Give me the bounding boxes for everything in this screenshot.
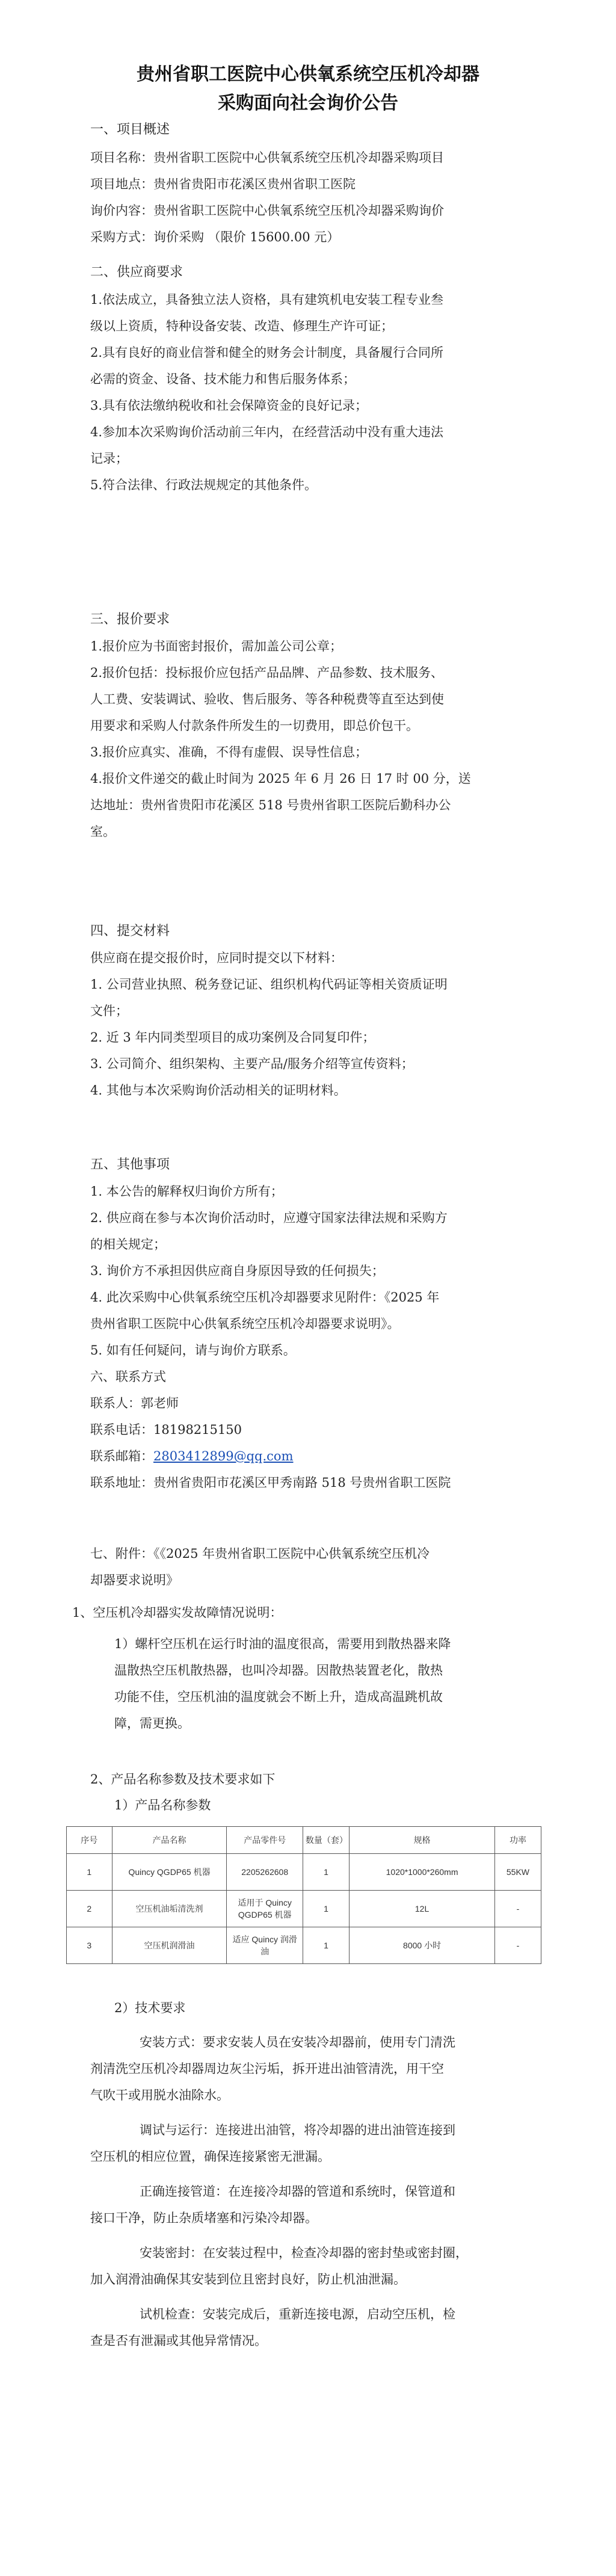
table-cell: 55KW: [494, 1854, 541, 1891]
supplier-line: 3.具有依法缴纳税收和社会保障资金的良好记录；: [90, 398, 368, 413]
document-title-line1: 贵州省职工医院中心供氧系统空压机冷却器: [137, 64, 479, 85]
table-cell: 3: [67, 1927, 112, 1964]
table-cell: 适用于 Quincy QGDP65 机器: [227, 1891, 303, 1927]
quote-line: 2.报价包括：投标报价应包括产品品牌、产品参数、技术服务、: [90, 666, 444, 680]
attachment-heading-line2: 却器要求说明》: [90, 1573, 179, 1587]
contact-phone: 联系电话：18198215150: [90, 1422, 242, 1437]
supplier-line: 2.具有良好的商业信誉和健全的财务会计制度，具备履行合同所: [90, 345, 444, 360]
other-line: 2. 供应商在参与本次询价活动时，应遵守国家法律法规和采购方: [90, 1211, 448, 1225]
supplier-line: 级以上资质，特种设备安装、改造、修理生产许可证；: [90, 319, 393, 333]
section-other-body: [90, 1178, 529, 1364]
section-quote-body: [90, 633, 529, 845]
table-cell: 1: [67, 1854, 112, 1891]
section-attachment-heading: [90, 1540, 529, 1593]
section-contact: [90, 1364, 529, 1496]
section-supplier-body: [90, 286, 529, 498]
overview-line: 询价内容：贵州省职工医院中心供氧系统空压机冷却器采购询价: [90, 203, 444, 218]
other-line: 5. 如有任何疑问，请与询价方联系。: [90, 1343, 296, 1357]
section-contact-heading: 六、联系方式: [90, 1370, 166, 1384]
supplier-line: 必需的资金、设备、技术能力和售后服务体系；: [90, 372, 356, 386]
tech-line: 剂清洗空压机冷却器周边灰尘污垢，拆开进出油管清洗，用干空: [90, 2062, 444, 2076]
other-line: 1. 本公告的解释权归询价方所有；: [90, 1184, 283, 1199]
section-overview-body: [90, 144, 529, 250]
attachment-tech-title: 2）技术要求: [114, 2001, 186, 2015]
supplier-line: 5.符合法律、行政法规规定的其他条件。: [90, 478, 318, 492]
product-spec-table: [66, 1826, 541, 1964]
fault-line: 障，需更换。: [114, 1716, 190, 1731]
tech-line: 安装密封：在安装过程中，检查冷却器的密封垫或密封圈，: [140, 2246, 468, 2260]
table-header-cell: 产品名称: [112, 1827, 227, 1854]
attachment-tech-body: [90, 2029, 535, 2354]
contact-email-label: 联系邮箱：: [90, 1449, 153, 1463]
table-cell: Quincy QGDP65 机器: [112, 1854, 227, 1891]
materials-line: 文件；: [90, 1004, 128, 1018]
other-line: 的相关规定；: [90, 1237, 166, 1252]
table-cell: 适应 Quincy 润滑油: [227, 1927, 303, 1964]
table-cell: 1020*1000*260mm: [350, 1854, 495, 1891]
tech-line: 安装方式：要求安装人员在安装冷却器前，使用专门清洗: [140, 2035, 455, 2049]
materials-line: 3. 公司简介、组织架构、主要产品/服务介绍等宣传资料；: [90, 1057, 414, 1071]
other-line: 贵州省职工医院中心供氧系统空压机冷却器要求说明》。: [90, 1317, 400, 1331]
section-materials-body: [90, 945, 529, 1104]
quote-line: 人工费、安装调试、验收、售后服务、等各种税费等直至达到使: [90, 692, 444, 706]
fault-line: 1）螺杆空压机在运行时油的温度很高，需要用到散热器来降: [114, 1637, 451, 1651]
table-header-cell: 序号: [67, 1827, 112, 1854]
table-header-cell: 规格: [350, 1827, 495, 1854]
table-cell: 空压机油垢清洗剂: [112, 1891, 227, 1927]
materials-line: 供应商在提交报价时，应同时提交以下材料：: [90, 951, 343, 965]
table-row: [67, 1854, 541, 1891]
overview-line: 采购方式：询价采购 （限价 15600.00 元）: [90, 230, 340, 244]
tech-line: 加入润滑油确保其安装到位且密封良好，防止机油泄漏。: [90, 2272, 406, 2287]
quote-line: 用要求和采购人付款条件所发生的一切费用，即总价包干。: [90, 718, 419, 733]
quote-line: 达地址：贵州省贵阳市花溪区 518 号贵州省职工医院后勤科办公: [90, 798, 451, 812]
table-cell: 2: [67, 1891, 112, 1927]
section-overview-heading: 一、项目概述: [90, 122, 170, 137]
table-header-cell: 功率: [494, 1827, 541, 1854]
tech-line: 调试与运行：连接进出油管，将冷却器的进出油管连接到: [140, 2123, 455, 2137]
table-cell: -: [494, 1927, 541, 1964]
quote-line: 3.报价应真实、准确，不得有虚假、误导性信息；: [90, 745, 368, 759]
table-header-cell: 数量（套）: [303, 1827, 349, 1854]
attachment-params-title: 1）产品名称参数: [114, 1798, 211, 1812]
document-title-line2: 采购面向社会询价公告: [218, 93, 398, 114]
supplier-line: 4.参加本次采购询价活动前三年内，在经营活动中没有重大违法: [90, 425, 444, 439]
overview-line: 项目名称：贵州省职工医院中心供氧系统空压机冷却器采购项目: [90, 150, 444, 165]
table-cell: 1: [303, 1891, 349, 1927]
table-row: [67, 1927, 541, 1964]
contact-address: 联系地址：贵州省贵阳市花溪区甲秀南路 518 号贵州省职工医院: [90, 1475, 451, 1490]
contact-person: 联系人：郭老师: [90, 1396, 179, 1410]
fault-line: 温散热空压机散热器，也叫冷却器。因散热装置老化，散热: [114, 1663, 443, 1678]
table-header-row: [67, 1827, 541, 1854]
table-cell: -: [494, 1891, 541, 1927]
table-cell: 8000 小时: [350, 1927, 495, 1964]
materials-line: 4. 其他与本次采购询价活动相关的证明材料。: [90, 1083, 346, 1098]
attachment-fault-body: [114, 1631, 547, 1737]
section-materials-heading: 四、提交材料: [90, 924, 170, 939]
contact-email-row: [90, 1443, 529, 1469]
tech-line: 试机检查：安装完成后，重新连接电源，启动空压机，检: [140, 2307, 455, 2321]
supplier-line: 1.依法成立，具备独立法人资格，具有建筑机电安装工程专业叁: [90, 292, 444, 307]
section-other-heading: 五、其他事项: [90, 1157, 170, 1172]
contact-email-link[interactable]: 280341289​9@qq.com: [153, 1449, 294, 1463]
table-cell: 1: [303, 1927, 349, 1964]
table-cell: 空压机润滑油: [112, 1927, 227, 1964]
other-line: 4. 此次采购中心供氧系统空压机冷却器要求见附件：《2025 年: [90, 1290, 440, 1305]
tech-line: 正确连接管道：在连接冷却器的管道和系统时，保管道和: [140, 2184, 455, 2199]
quote-line: 室。: [90, 824, 116, 839]
section-supplier-heading: 二、供应商要求: [90, 265, 183, 280]
table-row: [67, 1891, 541, 1927]
attachment-heading-line1: 七、附件：《《2025 年贵州省职工医院中心供氧系统空压机冷: [90, 1546, 430, 1561]
attachment-fault-title: 1、空压机冷却器实发故障情况说明：: [72, 1605, 283, 1620]
tech-line: 空压机的相应位置，确保连接紧密无泄漏。: [90, 2149, 330, 2164]
tech-line: 接口干净，防止杂质堵塞和污染冷却器。: [90, 2211, 318, 2225]
supplier-line: 记录；: [90, 451, 128, 466]
other-line: 3. 询价方不承担因供应商自身原因导致的任何损失；: [90, 1264, 384, 1278]
quote-line: 4.报价文件递交的截止时间为 2025 年 6 月 26 日 17 时 00 分，送: [90, 771, 471, 786]
materials-line: 1. 公司营业执照、税务登记证、组织机构代码证等相关资质证明: [90, 977, 448, 992]
attachment-params-heading: 2、产品名称参数及技术要求如下: [90, 1772, 276, 1787]
section-quote-heading: 三、报价要求: [90, 612, 170, 627]
table-cell: 12L: [350, 1891, 495, 1927]
fault-line: 功能不佳，空压机油的温度就会不断上升，造成高温跳机故: [114, 1690, 443, 1704]
table-header-cell: 产品零件号: [227, 1827, 303, 1854]
tech-line: 查是否有泄漏或其他异常情况。: [90, 2334, 267, 2348]
materials-line: 2. 近 3 年内同类型项目的成功案例及合同复印件；: [90, 1030, 375, 1045]
quote-line: 1.报价应为书面密封报价，需加盖公司公章；: [90, 639, 343, 653]
table-cell: 1: [303, 1854, 349, 1891]
tech-line: 气吹干或用脱水油除水。: [90, 2088, 229, 2102]
table-cell: 2205262608: [227, 1854, 303, 1891]
overview-line: 项目地点：贵州省贵阳市花溪区贵州省职工医院: [90, 177, 356, 191]
